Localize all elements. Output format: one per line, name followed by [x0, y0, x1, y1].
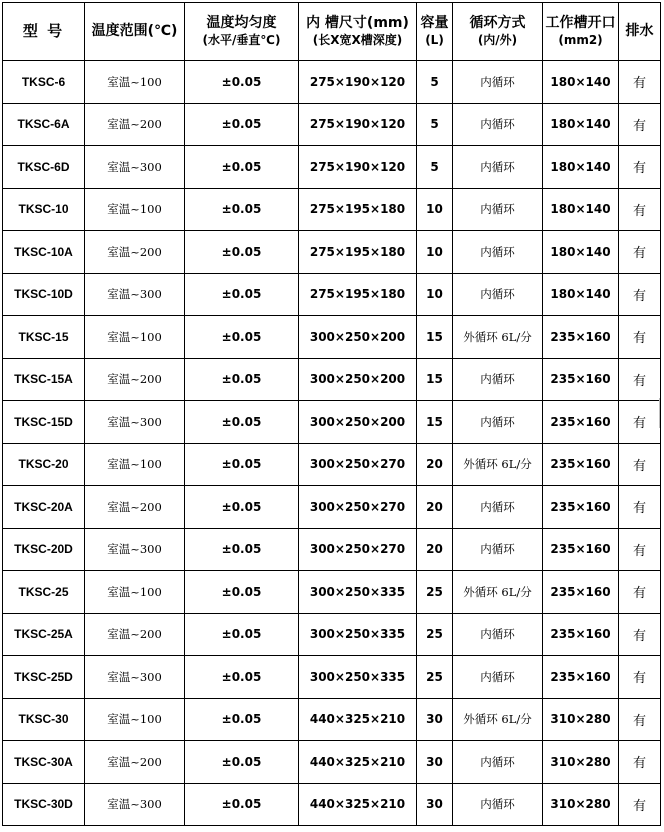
cell-uniformity: ±0.05 [185, 783, 299, 826]
cell-uniformity: ±0.05 [185, 316, 299, 359]
cell-tank-size: 440×325×210 [299, 698, 417, 741]
header-capacity [417, 3, 453, 61]
cell-model: TKSC-30A [3, 741, 85, 784]
cell-temp-range: 室温~300 [85, 146, 185, 189]
cell-tank-size: 300×250×200 [299, 401, 417, 444]
cell-model: TKSC-20 [3, 443, 85, 486]
cell-uniformity: ±0.05 [185, 656, 299, 699]
header-drain: 排水 [619, 3, 661, 61]
cell-uniformity: ±0.05 [185, 528, 299, 571]
cell-circulation: 外循环 6L/分 [453, 698, 543, 741]
cell-tank-size: 300×250×270 [299, 443, 417, 486]
cell-capacity: 15 [417, 316, 453, 359]
cell-drain: 有 [619, 146, 661, 189]
table-row [3, 316, 661, 359]
cell-opening: 180×140 [543, 103, 619, 146]
table-body [3, 61, 661, 826]
cell-opening: 235×160 [543, 656, 619, 699]
cell-drain: 有 [619, 273, 661, 316]
cell-tank-size: 275×190×120 [299, 103, 417, 146]
cell-temp-range: 室温~300 [85, 273, 185, 316]
header-uniformity-sub: (水平/垂直℃) [202, 32, 281, 47]
table-header [3, 3, 661, 61]
cell-capacity: 10 [417, 231, 453, 274]
cell-capacity: 5 [417, 103, 453, 146]
cell-uniformity: ±0.05 [185, 443, 299, 486]
cell-uniformity: ±0.05 [185, 358, 299, 401]
cell-circulation: 内循环 [453, 613, 543, 656]
table-row [3, 528, 661, 571]
table-row [3, 443, 661, 486]
cell-temp-range: 室温~200 [85, 486, 185, 529]
page-edge-mark [659, 398, 664, 428]
cell-tank-size: 275×195×180 [299, 231, 417, 274]
cell-drain: 有 [619, 486, 661, 529]
cell-opening: 235×160 [543, 358, 619, 401]
cell-tank-size: 440×325×210 [299, 741, 417, 784]
header-tank-size-sub: (长X宽X槽深度) [312, 32, 403, 47]
header-circulation-main: 循环方式 [469, 14, 526, 31]
cell-model: TKSC-20D [3, 528, 85, 571]
cell-circulation: 内循环 [453, 783, 543, 826]
cell-capacity: 15 [417, 401, 453, 444]
cell-temp-range: 室温~300 [85, 528, 185, 571]
header-temp-range: 温度范围(℃) [85, 3, 185, 61]
cell-opening: 180×140 [543, 273, 619, 316]
cell-capacity: 20 [417, 486, 453, 529]
cell-drain: 有 [619, 401, 661, 444]
cell-circulation: 外循环 6L/分 [453, 571, 543, 614]
header-opening-sub: (mm2) [558, 32, 603, 47]
cell-drain: 有 [619, 783, 661, 826]
table-row [3, 783, 661, 826]
cell-opening: 235×160 [543, 571, 619, 614]
cell-temp-range: 室温~200 [85, 103, 185, 146]
cell-model: TKSC-6A [3, 103, 85, 146]
cell-circulation: 内循环 [453, 61, 543, 104]
cell-opening: 235×160 [543, 316, 619, 359]
cell-drain: 有 [619, 316, 661, 359]
table-row [3, 358, 661, 401]
cell-model: TKSC-25A [3, 613, 85, 656]
cell-temp-range: 室温~300 [85, 783, 185, 826]
header-circulation-sub: (内/外) [477, 32, 518, 47]
cell-tank-size: 300×250×335 [299, 613, 417, 656]
cell-capacity: 20 [417, 528, 453, 571]
cell-opening: 235×160 [543, 528, 619, 571]
cell-drain: 有 [619, 571, 661, 614]
cell-opening: 310×280 [543, 698, 619, 741]
cell-temp-range: 室温~300 [85, 401, 185, 444]
cell-temp-range: 室温~100 [85, 316, 185, 359]
header-tank-size-main: 内 槽尺寸(mm) [306, 14, 409, 31]
cell-capacity: 25 [417, 613, 453, 656]
table-row [3, 656, 661, 699]
cell-temp-range: 室温~200 [85, 741, 185, 784]
cell-temp-range: 室温~100 [85, 698, 185, 741]
cell-model: TKSC-30D [3, 783, 85, 826]
cell-circulation: 内循环 [453, 188, 543, 231]
cell-temp-range: 室温~100 [85, 61, 185, 104]
table-row [3, 103, 661, 146]
cell-circulation: 内循环 [453, 401, 543, 444]
cell-opening: 310×280 [543, 783, 619, 826]
cell-tank-size: 300×250×200 [299, 316, 417, 359]
cell-circulation: 内循环 [453, 273, 543, 316]
cell-circulation: 外循环 6L/分 [453, 316, 543, 359]
cell-capacity: 25 [417, 571, 453, 614]
table-row [3, 273, 661, 316]
cell-model: TKSC-15D [3, 401, 85, 444]
cell-capacity: 30 [417, 741, 453, 784]
cell-model: TKSC-25D [3, 656, 85, 699]
table-row [3, 486, 661, 529]
cell-drain: 有 [619, 656, 661, 699]
cell-model: TKSC-10A [3, 231, 85, 274]
cell-temp-range: 室温~100 [85, 188, 185, 231]
cell-uniformity: ±0.05 [185, 188, 299, 231]
cell-uniformity: ±0.05 [185, 401, 299, 444]
cell-temp-range: 室温~300 [85, 656, 185, 699]
cell-capacity: 5 [417, 61, 453, 104]
cell-opening: 180×140 [543, 231, 619, 274]
cell-opening: 180×140 [543, 146, 619, 189]
header-model: 型 号 [3, 3, 85, 61]
cell-drain: 有 [619, 741, 661, 784]
table-row [3, 61, 661, 104]
cell-circulation: 内循环 [453, 656, 543, 699]
cell-circulation: 内循环 [453, 486, 543, 529]
cell-tank-size: 275×195×180 [299, 188, 417, 231]
cell-capacity: 15 [417, 358, 453, 401]
cell-uniformity: ±0.05 [185, 613, 299, 656]
cell-model: TKSC-15 [3, 316, 85, 359]
header-tank-size [299, 3, 417, 61]
cell-model: TKSC-6D [3, 146, 85, 189]
header-opening-main: 工作槽开口 [545, 14, 616, 31]
cell-temp-range: 室温~100 [85, 571, 185, 614]
cell-drain: 有 [619, 188, 661, 231]
table-row [3, 613, 661, 656]
cell-temp-range: 室温~200 [85, 231, 185, 274]
cell-opening: 235×160 [543, 401, 619, 444]
cell-capacity: 30 [417, 698, 453, 741]
cell-circulation: 内循环 [453, 358, 543, 401]
cell-circulation: 内循环 [453, 146, 543, 189]
spec-table [2, 2, 661, 826]
cell-drain: 有 [619, 103, 661, 146]
cell-model: TKSC-30 [3, 698, 85, 741]
cell-opening: 310×280 [543, 741, 619, 784]
cell-capacity: 30 [417, 783, 453, 826]
cell-capacity: 20 [417, 443, 453, 486]
cell-tank-size: 300×250×335 [299, 571, 417, 614]
cell-model: TKSC-25 [3, 571, 85, 614]
cell-opening: 235×160 [543, 613, 619, 656]
cell-model: TKSC-10 [3, 188, 85, 231]
cell-drain: 有 [619, 61, 661, 104]
cell-uniformity: ±0.05 [185, 698, 299, 741]
header-opening [543, 3, 619, 61]
cell-opening: 180×140 [543, 188, 619, 231]
cell-opening: 235×160 [543, 443, 619, 486]
header-capacity-main: 容量 [420, 14, 449, 31]
cell-drain: 有 [619, 613, 661, 656]
cell-model: TKSC-10D [3, 273, 85, 316]
cell-capacity: 10 [417, 273, 453, 316]
cell-circulation: 外循环 6L/分 [453, 443, 543, 486]
cell-tank-size: 300×250×270 [299, 486, 417, 529]
table-row [3, 401, 661, 444]
cell-uniformity: ±0.05 [185, 273, 299, 316]
cell-temp-range: 室温~200 [85, 613, 185, 656]
table-row [3, 741, 661, 784]
cell-tank-size: 440×325×210 [299, 783, 417, 826]
cell-temp-range: 室温~100 [85, 443, 185, 486]
header-uniformity [185, 3, 299, 61]
cell-uniformity: ±0.05 [185, 571, 299, 614]
cell-capacity: 25 [417, 656, 453, 699]
cell-circulation: 内循环 [453, 741, 543, 784]
cell-model: TKSC-6 [3, 61, 85, 104]
cell-drain: 有 [619, 698, 661, 741]
cell-temp-range: 室温~200 [85, 358, 185, 401]
cell-opening: 235×160 [543, 486, 619, 529]
cell-tank-size: 300×250×335 [299, 656, 417, 699]
cell-circulation: 内循环 [453, 103, 543, 146]
cell-model: TKSC-20A [3, 486, 85, 529]
header-uniformity-main: 温度均匀度 [206, 14, 277, 31]
cell-circulation: 内循环 [453, 528, 543, 571]
cell-uniformity: ±0.05 [185, 103, 299, 146]
table-row [3, 146, 661, 189]
cell-drain: 有 [619, 528, 661, 571]
cell-drain: 有 [619, 231, 661, 274]
cell-tank-size: 300×250×200 [299, 358, 417, 401]
cell-capacity: 10 [417, 188, 453, 231]
cell-tank-size: 300×250×270 [299, 528, 417, 571]
cell-opening: 180×140 [543, 61, 619, 104]
cell-uniformity: ±0.05 [185, 231, 299, 274]
table-row [3, 571, 661, 614]
cell-uniformity: ±0.05 [185, 486, 299, 529]
table-row [3, 698, 661, 741]
cell-drain: 有 [619, 443, 661, 486]
cell-tank-size: 275×190×120 [299, 61, 417, 104]
cell-uniformity: ±0.05 [185, 741, 299, 784]
header-circulation [453, 3, 543, 61]
header-capacity-sub: (L) [425, 32, 444, 47]
cell-circulation: 内循环 [453, 231, 543, 274]
header-row [3, 3, 661, 61]
cell-model: TKSC-15A [3, 358, 85, 401]
table-row [3, 188, 661, 231]
cell-uniformity: ±0.05 [185, 146, 299, 189]
cell-drain: 有 [619, 358, 661, 401]
cell-uniformity: ±0.05 [185, 61, 299, 104]
table-row [3, 231, 661, 274]
cell-tank-size: 275×195×180 [299, 273, 417, 316]
cell-tank-size: 275×190×120 [299, 146, 417, 189]
cell-capacity: 5 [417, 146, 453, 189]
